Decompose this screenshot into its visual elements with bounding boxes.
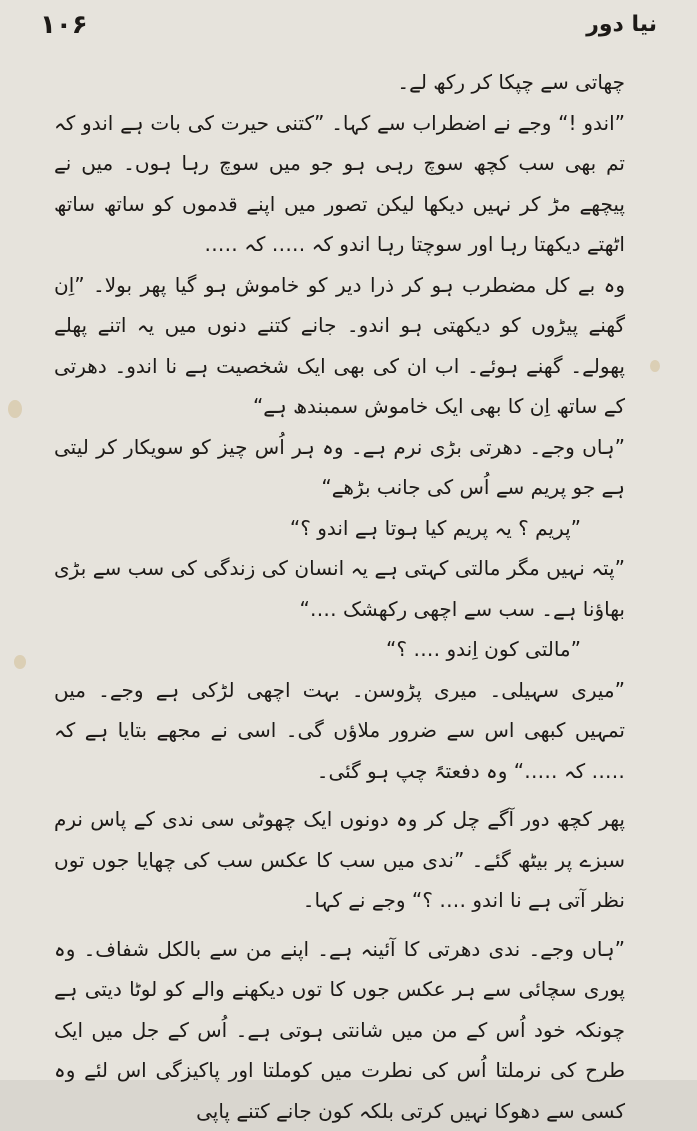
paragraph: ”پریم ؟ یہ پریم کیا ہوتا ہے اندو ؟“ [54, 508, 653, 549]
paragraph: چھاتی سے چپکا کر رکھ لے۔ [54, 62, 653, 103]
paragraph: ”پتہ نہیں مگر مالتی کہتی ہے یہ انسان کی زندگی کی سب سے بڑی بھاؤنا ہے۔ سب سے اچھی رکھشک ․․․․“ [54, 548, 653, 629]
paper-stain [14, 655, 26, 669]
page-number: ۱۰۶ [40, 10, 88, 40]
running-head: نیا دور [586, 12, 657, 37]
paragraph: ”اندو !“ وجے نے اضطراب سے کہا۔ ”کتنی حیرت کی بات ہے اندو کہ تم بھی سب کچھ سوچ رہی ہو جو میں سوچ رہا ہوں۔ میں نے پیچھے مڑ کر نہیں دیکھا لیکن تصور میں اپنے قدموں کو ساتھ ساتھ اٹھتے دیکھتا رہا اور سوچتا رہا اندو کہ ․․․․․ کہ ․․․․․ [54, 103, 653, 265]
paragraph: وہ بے کل مضطرب ہو کر ذرا دیر کو خاموش ہو گیا پھر بولا۔ ”اِن گھنے پیڑوں کو دیکھتی ہو اندو۔ جانے کتنے دنوں میں یہ اتنے پھلے پھولے۔ گھنے ہوئے۔ اب ان کی بھی ایک شخصیت ہے نا اندو۔ دھرتی کے ساتھ اِن کا بھی ایک خاموش سمبندھ ہے“ [54, 265, 653, 427]
paragraph: ”ہاں وجے۔ دھرتی بڑی نرم ہے۔ وہ ہر اُس چیز کو سویکار کر لیتی ہے جو پریم سے اُس کی جانب بڑھے“ [54, 427, 653, 508]
paragraph: ”ہاں وجے۔ ندی دھرتی کا آئینہ ہے۔ اپنے من سے بالکل شفاف۔ وہ پوری سچائی سے ہر عکس جوں کا توں دیکھنے والے کو لوٹا دیتی ہے چونکہ خود اُس کے من میں شانتی ہوتی ہے۔ اُس کے جل میں ایک طرح کی نرملتا اُس کی نطرت میں کوملتا اور پاکیزگی اس لئے وہ کسی سے دھوکا نہیں کرتی بلکہ کون جانے کتنے پاپی [54, 929, 653, 1131]
page-header [40, 8, 657, 52]
body-text [54, 62, 653, 1062]
paragraph: ”میری سہیلی۔ میری پڑوسن۔ بہت اچھی لڑکی ہے وجے۔ میں تمہیں کبھی اس سے ضرور ملاؤں گی۔ اسی نے مجھے بتایا ہے کہ ․․․․․ کہ ․․․․․“ وہ دفعتہً چپ ہو گئی۔ [54, 670, 653, 792]
paper-stain [8, 400, 22, 418]
paragraph: پھر کچھ دور آگے چل کر وہ دونوں ایک چھوٹی سی ندی کے پاس نرم سبزے پر بیٹھ گئے۔ ”ندی میں سب کا عکس سب کی چھایا جوں توں نظر آتی ہے نا اندو ․․․․ ؟“ وجے نے کہا۔ [54, 799, 653, 921]
paragraph: ”مالتی کون اِندو ․․․․ ؟“ [54, 629, 653, 670]
